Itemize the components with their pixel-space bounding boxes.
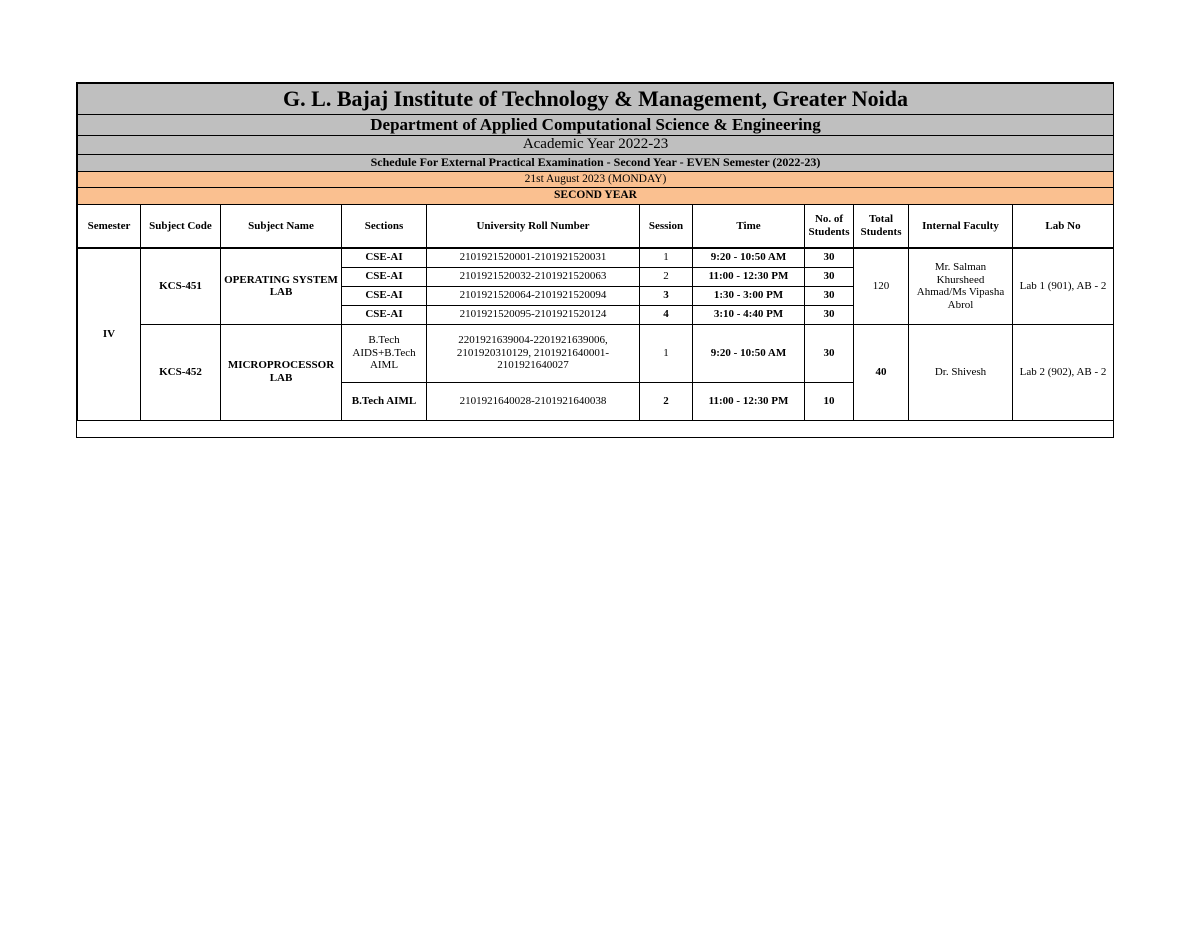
roll-number: 2101921520001-2101921520031 [427,248,640,267]
col-lab-no: Lab No [1013,205,1114,249]
time: 9:20 - 10:50 AM [693,324,805,382]
session: 3 [640,286,693,305]
section: B.Tech AIML [342,382,427,420]
roll-number: 2101921640028-2101921640038 [427,382,640,420]
section: B.Tech AIDS+B.Tech AIML [342,324,427,382]
year-label: SECOND YEAR [78,188,1114,205]
col-subject-code: Subject Code [141,205,221,249]
time: 9:20 - 10:50 AM [693,248,805,267]
institute-title: G. L. Bajaj Institute of Technology & Management, Greater Noida [78,84,1114,115]
student-count: 30 [805,305,854,324]
time: 1:30 - 3:00 PM [693,286,805,305]
roll-number: 2101921520032-2101921520063 [427,267,640,286]
subject-code: KCS-451 [141,248,221,324]
column-header-row [78,205,1114,249]
internal-faculty: Dr. Shivesh [909,324,1013,420]
exam-date: 21st August 2023 (MONDAY) [78,172,1114,188]
total-students: 40 [854,324,909,420]
semester-cell: IV [78,248,141,420]
roll-number: 2101921520064-2101921520094 [427,286,640,305]
exam-schedule-sheet [76,82,1114,438]
col-subject-name: Subject Name [221,205,342,249]
session: 2 [640,382,693,420]
col-time: Time [693,205,805,249]
time: 3:10 - 4:40 PM [693,305,805,324]
table-row [78,324,1114,382]
col-semester: Semester [78,205,141,249]
subject-name: OPERATING SYSTEM LAB [221,248,342,324]
col-no-students: No. of Students [805,205,854,249]
student-count: 30 [805,248,854,267]
section: CSE-AI [342,267,427,286]
session: 1 [640,324,693,382]
student-count: 30 [805,324,854,382]
session: 4 [640,305,693,324]
subject-name: MICROPROCESSOR LAB [221,324,342,420]
session: 1 [640,248,693,267]
subject-code: KCS-452 [141,324,221,420]
time: 11:00 - 12:30 PM [693,382,805,420]
col-sections: Sections [342,205,427,249]
session: 2 [640,267,693,286]
schedule-table [77,83,1114,421]
student-count: 10 [805,382,854,420]
academic-year: Academic Year 2022-23 [78,136,1114,155]
col-total-students: Total Students [854,205,909,249]
lab-no: Lab 1 (901), AB - 2 [1013,248,1114,324]
col-session: Session [640,205,693,249]
student-count: 30 [805,286,854,305]
lab-no: Lab 2 (902), AB - 2 [1013,324,1114,420]
total-students: 120 [854,248,909,324]
roll-number: 2201921639004-2201921639006, 2101920310129, 2101921640001-2101921640027 [427,324,640,382]
col-internal-faculty: Internal Faculty [909,205,1013,249]
roll-number: 2101921520095-2101921520124 [427,305,640,324]
section: CSE-AI [342,286,427,305]
internal-faculty: Mr. Salman Khursheed Ahmad/Ms Vipasha Abrol [909,248,1013,324]
schedule-title: Schedule For External Practical Examination - Second Year - EVEN Semester (2022-23) [78,155,1114,172]
col-roll-number: University Roll Number [427,205,640,249]
department-title: Department of Applied Computational Science & Engineering [78,115,1114,136]
student-count: 30 [805,267,854,286]
section: CSE-AI [342,248,427,267]
time: 11:00 - 12:30 PM [693,267,805,286]
section: CSE-AI [342,305,427,324]
table-row [78,248,1114,267]
